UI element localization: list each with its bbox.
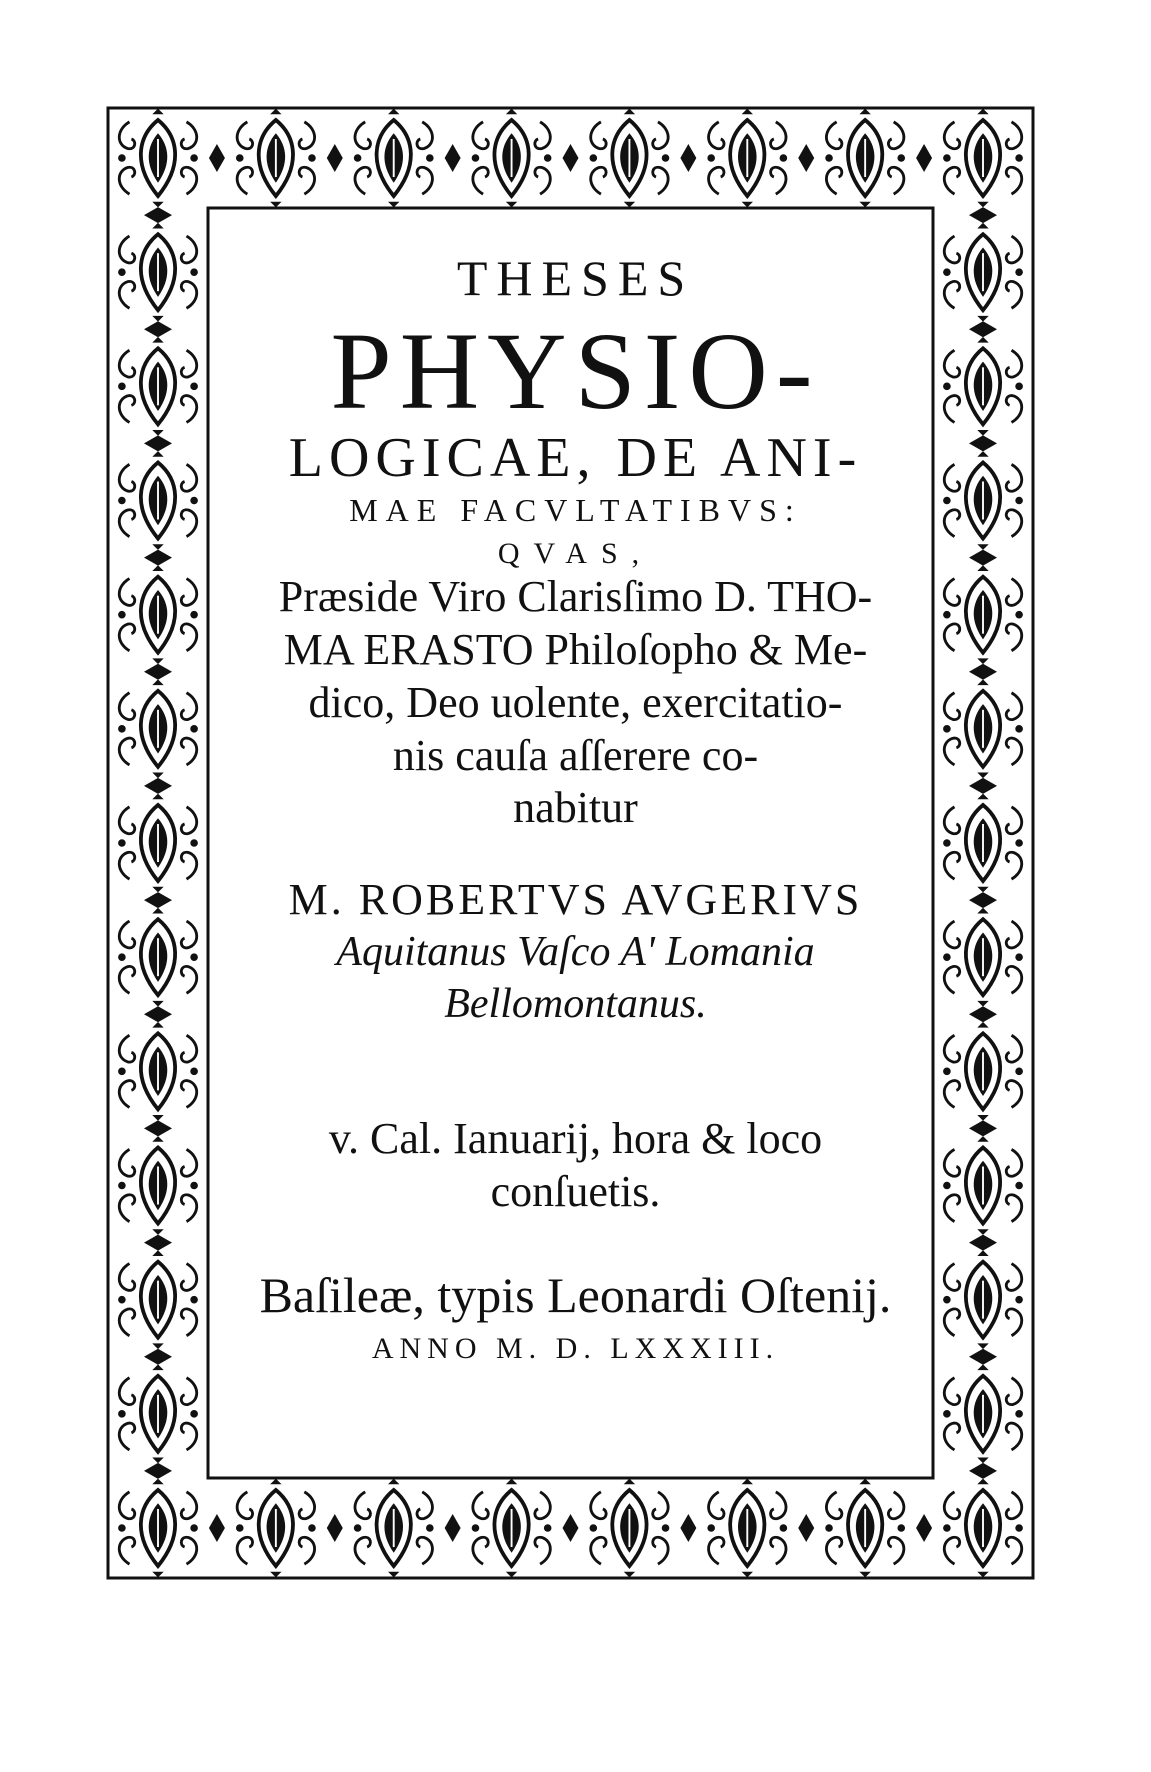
author-origin: Aquitanus Vaſco A' Lomania [336,928,815,975]
title-line-mae: MAE FACVLTATIBVS: [349,491,802,528]
date-line-2: conſuetis. [490,1166,661,1216]
line-quas: QVAS, [497,536,654,570]
author-place: Bellomontanus. [444,981,707,1028]
line-nis: nis cauſa aſſerere co- [392,730,759,780]
line-erasto: MA ERASTO Philoſopho & Me- [283,624,868,674]
line-dico: dico, Deo uolente, exercitatio- [308,677,843,727]
line-nabitur: nabitur [513,783,638,833]
line-praeside: Præside Viro Clarisſimo D. THO- [278,572,873,622]
author-name: M. ROBERTVS AVGERIVS [288,875,863,925]
imprint-line: Baſileæ, typis Leonardi Oſtenij. [259,1266,892,1323]
title-page-text [228,228,923,1367]
title-word-theses: THESES [456,250,695,306]
date-line: v. Cal. Ianuarij, hora & loco [328,1113,823,1163]
title-word-physio: PHYSIO- [330,309,821,432]
title-line-logicae: LOGICAE, DE ANI- [288,426,863,489]
year-line: ANNO M. D. LXXXIII. [371,1332,780,1366]
